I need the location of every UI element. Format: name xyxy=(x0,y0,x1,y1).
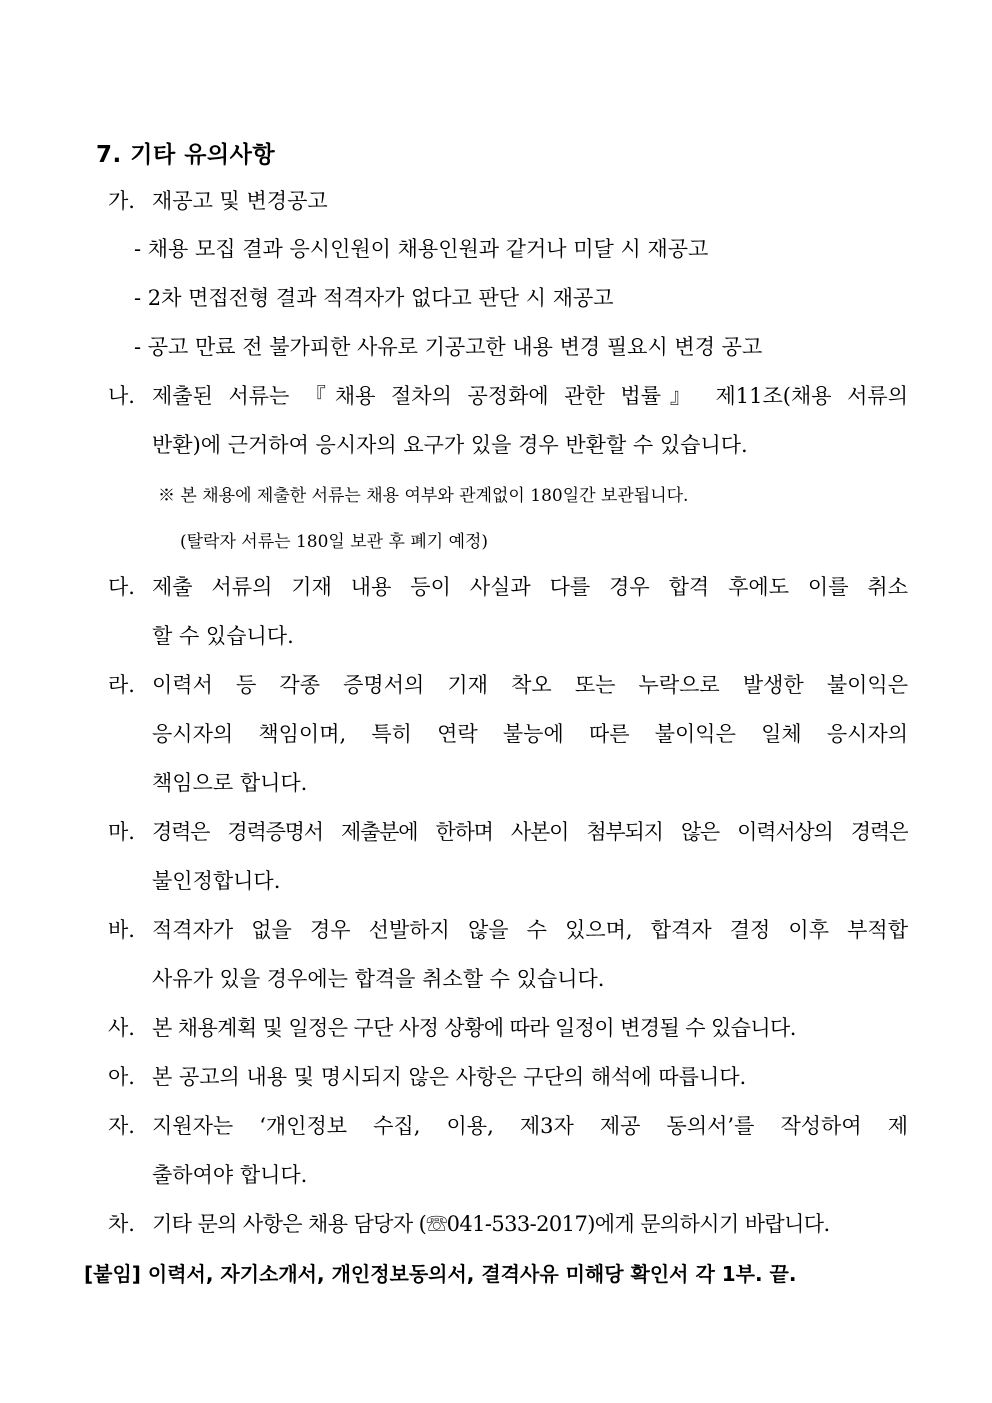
item-marker-sa: 사. xyxy=(108,1016,135,1040)
item-marker-ba: 바. xyxy=(108,918,135,942)
item-marker-na: 나. xyxy=(108,384,135,408)
item-na-line-1: 제출된 서류는 『채용 절차의 공정화에 관한 법률』 제11조(채용 서류의 xyxy=(152,384,908,408)
section-title: 7. 기타 유의사항 xyxy=(96,142,276,168)
item-da-line-1: 제출 서류의 기재 내용 등이 사실과 다를 경우 합격 후에도 이를 취소 xyxy=(152,575,908,599)
item-ba-line-2: 사유가 있을 경우에는 합격을 취소할 수 있습니다. xyxy=(152,967,605,991)
item-marker-da: 다. xyxy=(108,575,135,599)
item-marker-cha: 차. xyxy=(108,1212,135,1236)
item-marker-ma: 마. xyxy=(108,820,135,844)
item-na-note-2: (탈락자 서류는 180일 보관 후 폐기 예정) xyxy=(180,532,489,552)
item-marker-ja: 자. xyxy=(108,1114,135,1138)
item-ma-line-2: 불인정합니다. xyxy=(152,869,281,893)
item-marker-a: 아. xyxy=(108,1065,135,1089)
attachment-note: [붙임] 이력서, 자기소개서, 개인정보동의서, 결격사유 미해당 확인서 각 1부. 끝. xyxy=(84,1262,797,1286)
item-a-line-1: 본 공고의 내용 및 명시되지 않은 사항은 구단의 해석에 따릅니다. xyxy=(152,1065,747,1089)
item-marker-ga: 가. xyxy=(108,189,135,213)
item-ra-line-3: 책임으로 합니다. xyxy=(152,771,308,795)
item-ga-sub-3: - 공고 만료 전 불가피한 사유로 기공고한 내용 변경 필요시 변경 공고 xyxy=(134,335,763,359)
item-ra-line-2: 응시자의 책임이며, 특히 연락 불능에 따른 불이익은 일체 응시자의 xyxy=(152,722,908,746)
item-ja-line-2: 출하여야 합니다. xyxy=(152,1163,308,1187)
item-ga-sub-1: - 채용 모집 결과 응시인원이 채용인원과 같거나 미달 시 재공고 xyxy=(134,237,709,261)
item-ja-line-1: 지원자는 ‘개인정보 수집, 이용, 제3자 제공 동의서’를 작성하여 제 xyxy=(152,1114,908,1138)
item-ba-line-1: 적격자가 없을 경우 선발하지 않을 수 있으며, 합격자 결정 이후 부적합 xyxy=(152,918,908,942)
item-ga-text: 재공고 및 변경공고 xyxy=(152,189,328,213)
item-da-line-2: 할 수 있습니다. xyxy=(152,624,294,648)
item-ra-line-1: 이력서 등 각종 증명서의 기재 착오 또는 누락으로 발생한 불이익은 xyxy=(152,673,908,697)
item-marker-ra: 라. xyxy=(108,673,135,697)
item-ma-line-1: 경력은 경력증명서 제출분에 한하며 사본이 첨부되지 않은 이력서상의 경력은 xyxy=(152,820,908,844)
item-sa-line-1: 본 채용계획 및 일정은 구단 사정 상황에 따라 일정이 변경될 수 있습니다. xyxy=(152,1016,796,1040)
item-na-line-2: 반환)에 근거하여 응시자의 요구가 있을 경우 반환할 수 있습니다. xyxy=(152,433,748,457)
item-ga-sub-2: - 2차 면접전형 결과 적격자가 없다고 판단 시 재공고 xyxy=(134,286,614,310)
item-cha-line-1: 기타 문의 사항은 채용 담당자 (☏041-533-2017)에게 문의하시기 바랍니다. xyxy=(152,1212,830,1236)
item-na-note-1: ※ 본 채용에 제출한 서류는 채용 여부와 관계없이 180일간 보관됩니다. xyxy=(158,486,689,506)
